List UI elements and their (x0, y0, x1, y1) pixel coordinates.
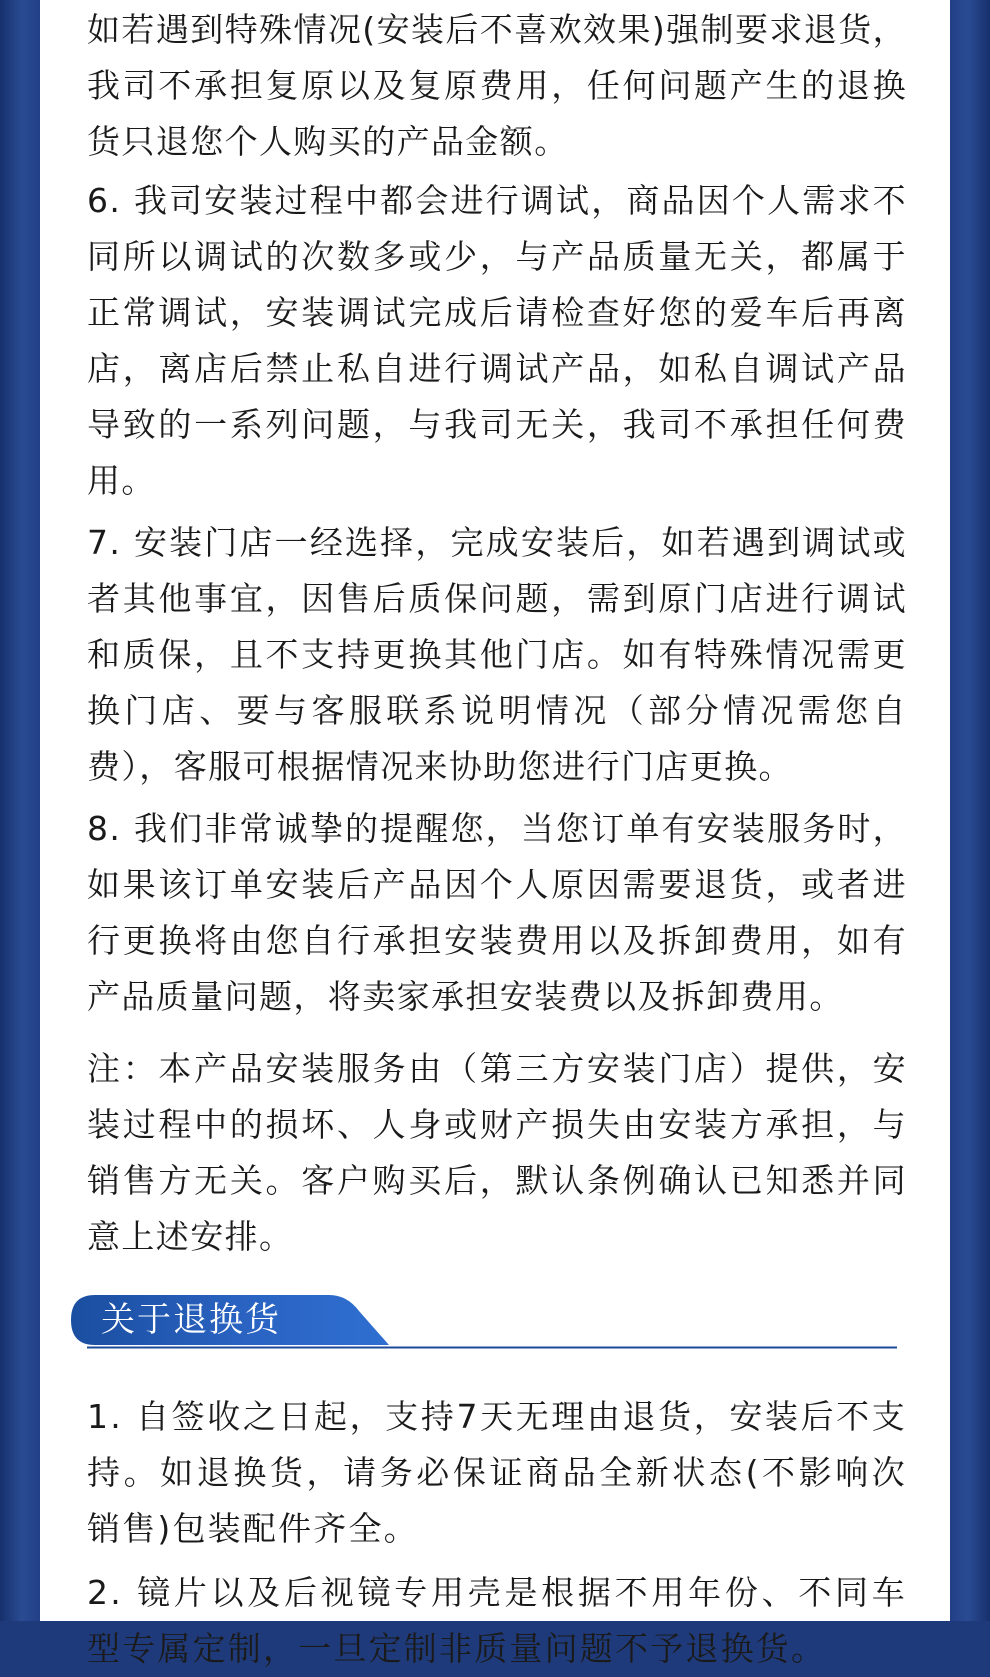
content-card (40, 0, 950, 1668)
section-title: 关于退换货 (101, 1300, 281, 1340)
note-paragraph: 注：本产品安装服务由（第三方安装门店）提供，安装过程中的损坏、人身或财产损失由安装方承担，与销售方无关。客户购买后，默认条例确认已知悉并同意上述安排。 (87, 1049, 907, 1256)
paragraph-item-6: 6. 我司安装过程中都会进行调试，商品因个人需求不同所以调试的次数多或少，与产品质量无关，都属于正常调试，安装调试完成后请检查好您的爱车后再离店，离店后禁止私自进行调试产品，如私自调试产品导致的一系列问题，与我司无关，我司不承担任何费用。 (87, 181, 907, 500)
return-policy-list (87, 1389, 907, 1677)
list-item: 1. 自签收之日起，支持7天无理由退货，安装后不支持。如退换货，请务必保证商品全新状态(不影响次销售)包装配件齐全。 (87, 1397, 907, 1548)
paragraph-item-8: 8. 我们非常诚挚的提醒您，当您订单有安装服务时，如果该订单安装后产品因个人原因需要退货，或者进行更换将由您自行承担安装费用以及拆卸费用，如有产品质量问题，将卖家承担安装费以及拆卸费用。 (87, 809, 907, 1016)
paragraph-item-7: 7. 安装门店一经选择，完成安装后，如若遇到调试或者其他事宜，因售后质保问题，需到原门店进行调试和质保，且不支持更换其他门店。如有特殊情况需更换门店、要与客服联系说明情况（部分情况需您自费），客服可根据情况来协助您进行门店更换。 (87, 523, 907, 786)
list-item: 2. 镜片以及后视镜专用壳是根据不用年份、不同车型专属定制，一旦定制非质量问题不予退换货。 (87, 1573, 907, 1668)
paragraph-return-special: 如若遇到特殊情况(安装后不喜欢效果)强制要求退货，我司不承担复原以及复原费用，任何问题产生的退换货只退您个人购买的产品金额。 (87, 10, 907, 161)
section-header-returns (67, 1291, 897, 1355)
policy-content (87, 0, 907, 1677)
